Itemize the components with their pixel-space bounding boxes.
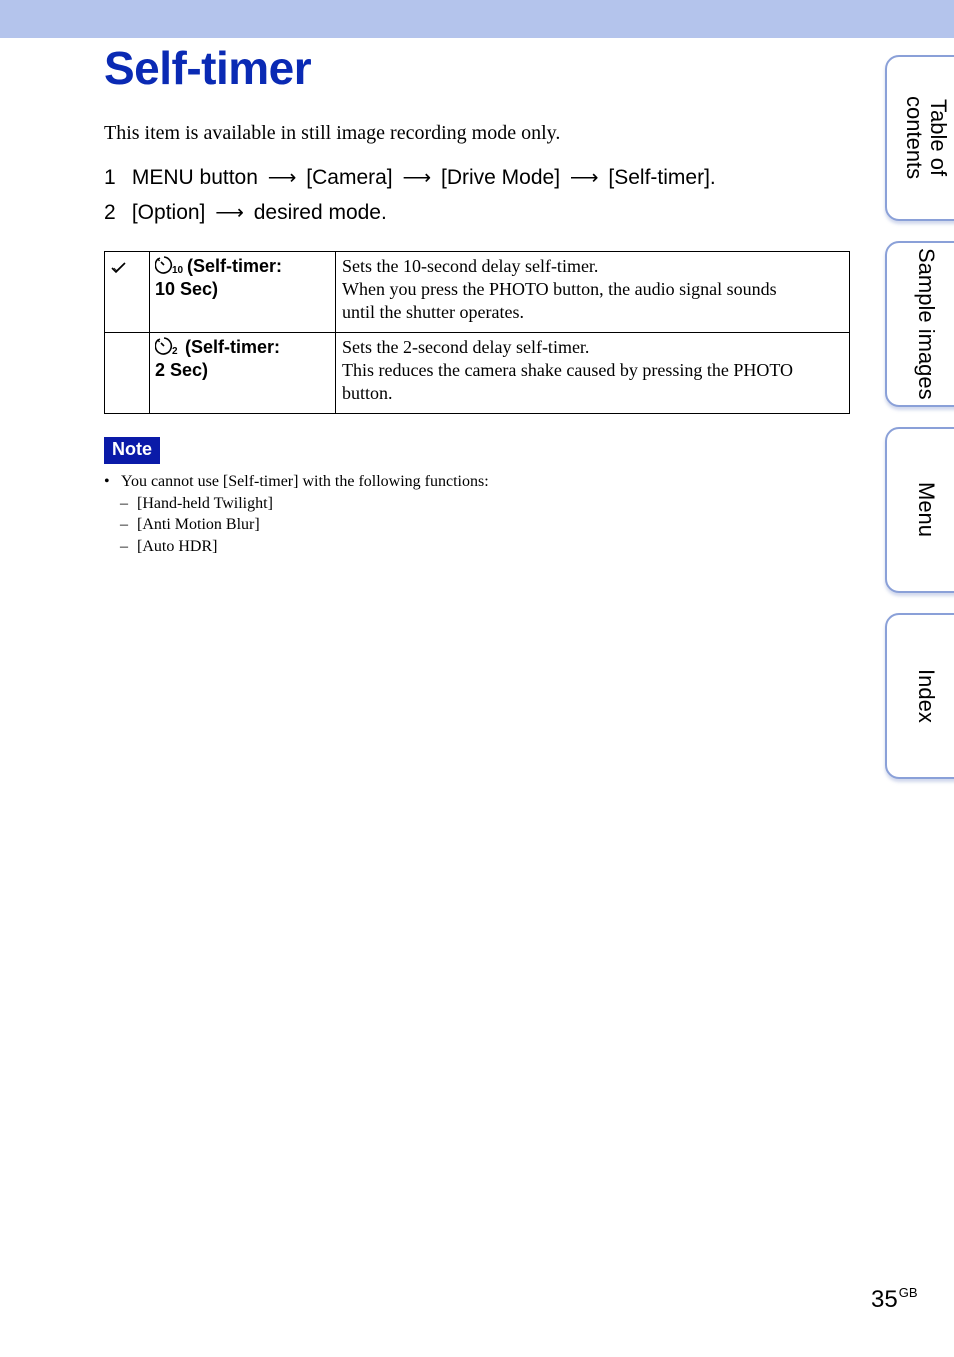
top-header-band <box>0 0 954 38</box>
default-check-icon <box>111 261 127 275</box>
list-item <box>104 536 489 558</box>
svg-text:10: 10 <box>172 265 183 275</box>
description-line: This reduces the camera shake caused by pressing the PHOTO <box>342 360 794 380</box>
page-number-value: 35 <box>871 1286 898 1313</box>
tab-menu[interactable] <box>885 427 954 593</box>
dash-icon: – <box>120 537 128 555</box>
note-bullet-text: You cannot use [Self-timer] with the following functions: <box>121 473 489 490</box>
self-timer-10-icon <box>155 255 183 275</box>
mode-name-line: 2 Sec) <box>155 360 209 380</box>
selection-cell <box>105 252 150 333</box>
description-line: button. <box>342 383 393 403</box>
note-badge: Note <box>104 437 160 464</box>
step-part: [Drive Mode] <box>440 166 561 189</box>
note-list <box>104 471 489 557</box>
list-item-text: [Anti Motion Blur] <box>137 516 260 533</box>
mode-name-line: 10 Sec) <box>155 279 219 299</box>
table-row <box>105 252 850 333</box>
mode-name-cell <box>150 252 336 333</box>
tab-label: Sample images <box>914 248 939 400</box>
tab-index[interactable] <box>885 613 954 779</box>
intro-text: This item is available in still image recording mode only. <box>104 122 561 144</box>
dash-icon: – <box>120 516 128 533</box>
mode-name-line: (Self-timer: <box>187 256 283 276</box>
tab-sample-images[interactable] <box>885 241 954 407</box>
description-line: Sets the 2-second delay self-timer. <box>342 337 590 357</box>
bullet-icon: • <box>104 473 110 490</box>
selection-cell <box>105 333 150 414</box>
description-line: When you press the PHOTO button, the audio signal sounds <box>342 279 777 299</box>
page-number-suffix: GB <box>898 1285 918 1300</box>
list-item-text: [Auto HDR] <box>137 537 218 555</box>
list-item <box>104 514 489 536</box>
page-title: Self-timer <box>104 42 312 94</box>
dash-icon: – <box>120 494 128 512</box>
right-arrow-icon: ⟶ <box>215 202 244 224</box>
step-number: 1 <box>104 166 116 189</box>
list-item-text: [Hand-held Twilight] <box>137 494 273 512</box>
page-number <box>871 1278 918 1315</box>
table-row <box>105 333 850 414</box>
svg-text:2: 2 <box>172 346 178 356</box>
self-timer-2-icon <box>155 336 181 356</box>
step-2 <box>104 200 387 226</box>
step-part: [Option] <box>131 201 206 224</box>
mode-name-line: (Self-timer: <box>185 337 281 357</box>
step-part: desired mode. <box>253 201 387 224</box>
mode-name-cell <box>150 333 336 414</box>
tab-label: Table of contents <box>902 96 951 180</box>
step-part: MENU button <box>131 166 258 189</box>
self-timer-options-table <box>104 251 850 414</box>
tab-label: Menu <box>914 482 939 538</box>
tab-label: Index <box>914 669 939 723</box>
mode-description-cell <box>336 252 850 333</box>
right-arrow-icon: ⟶ <box>267 167 297 189</box>
tab-table-of-contents[interactable] <box>885 55 954 221</box>
right-arrow-icon: ⟶ <box>569 167 599 189</box>
note-bullet <box>104 471 489 493</box>
step-part: [Self-timer]. <box>608 166 716 189</box>
step-number: 2 <box>104 201 116 224</box>
list-item <box>104 493 489 515</box>
description-line: until the shutter operates. <box>342 302 524 322</box>
step-part: [Camera] <box>306 166 393 189</box>
right-arrow-icon: ⟶ <box>402 167 432 189</box>
step-1 <box>104 165 716 191</box>
description-line: Sets the 10-second delay self-timer. <box>342 256 599 276</box>
mode-description-cell <box>336 333 850 414</box>
